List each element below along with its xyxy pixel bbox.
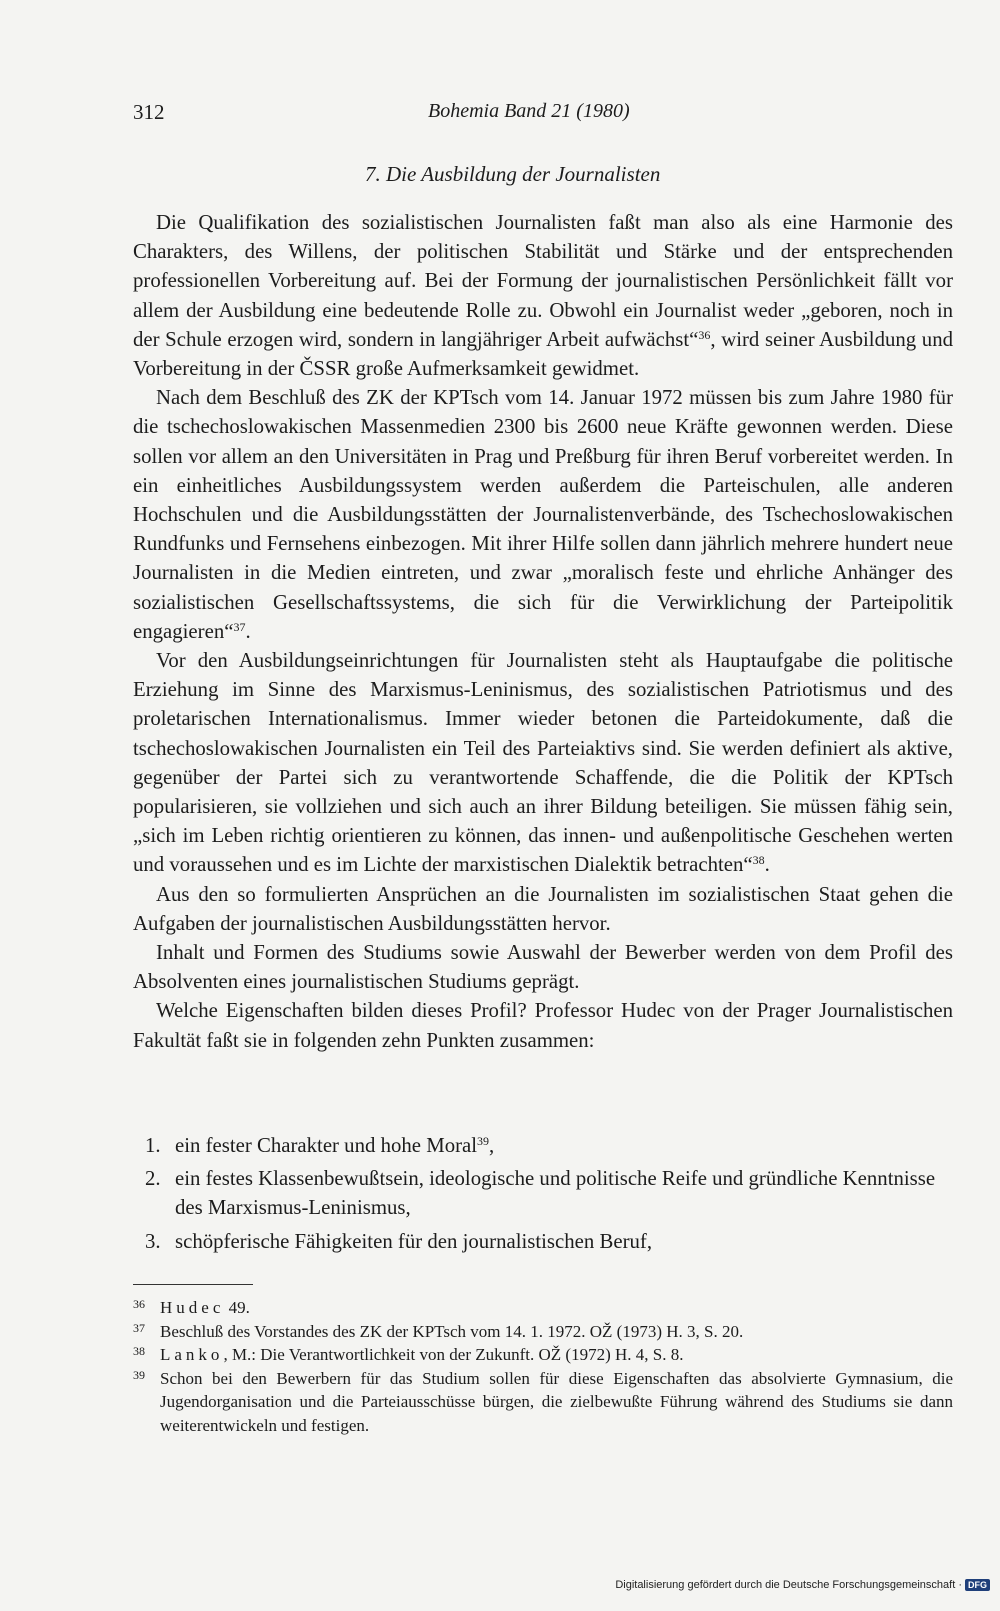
footnote-ref[interactable]: 37 <box>233 619 246 634</box>
dfg-logo: DFG <box>965 1579 990 1591</box>
footnote-ref[interactable]: 38 <box>752 853 765 868</box>
digitization-credit: Digitalisierung gefördert durch die Deutsche Forschungsgemeinschaft · DFG <box>615 1579 990 1591</box>
body-text <box>133 208 953 1055</box>
footnote-separator <box>133 1284 253 1285</box>
footnote-ref[interactable]: 36 <box>698 327 711 342</box>
footnote-ref[interactable]: 39 <box>477 1134 490 1148</box>
page-number: 312 <box>133 100 165 124</box>
paragraph: Welche Eigenschaften bilden dieses Profil? Professor Hudec von der Prager Journalistischen Fakultät faßt sie in folgenden zehn Punkten zusammen: <box>133 999 953 1052</box>
list-item: 3. schöpferische Fähigkeiten für den journalistischen Beruf, <box>145 1229 653 1253</box>
footnote: 36 Hudec 49. <box>133 1297 250 1317</box>
paragraph: Nach dem Beschluß des ZK der KPTsch vom 14. Januar 1972 müssen bis zum Jahre 1980 für die tschechoslowakischen Massenmedien 2300 bis 2600 neue Kräfte gewonnen werden. Diese sollen vor allem an den Universitäten in Prag und Preßburg für ihren Beruf vorbereitet werden. In ein einheitliches Ausbildungssystem werden außerdem die Parteischulen, alle anderen Hochschulen und die Ausbildungsstätten der Journalistenverbände, des Tschechoslowakischen Rundfunks und Fernsehens einbezogen. Mit ihrer Hilfe sollen dann jährlich mehrere hundert neue Journalisten in die Medien eintreten, und zwar „moralisch feste und ehrliche Anhänger des sozialistischen Gesellschaftssystems, die sich für die Verwirklichung der Parteipolitik engagieren“$^{37}$. <box>133 386 953 643</box>
footnote: 39 Schon bei den Bewerbern für das Studium sollen für diese Eigenschaften das absolvierte Gymnasium, die Jugendorganisation und die Parteiausschüsse bürgen, die zielbewußte Führung während des Studiums sie dann weiterentwickeln und festigen. <box>133 1367 953 1435</box>
footnotes <box>133 1296 953 1437</box>
paragraph: Die Qualifikation des sozialistischen Journalisten faßt man also als eine Harmonie des Charakters, des Willens, der politischen Stabilität und Stärke und der entsprechenden professionellen Vorbereitung auf. Bei der Formung der journalistischen Persönlichkeit fällt vor allem der Ausbildung eine bedeutende Rolle zu. Obwohl ein Journalist weder „geboren, noch in der Schule erzogen wird, sondern in langjähriger Arbeit aufwächst“$^{36}$, wird seiner Ausbildung und Vorbereitung in der ČSSR große Aufmerksamkeit gewidmet. <box>133 211 953 381</box>
paragraph: Inhalt und Formen des Studiums sowie Auswahl der Bewerber werden von dem Profil des Absolventen eines journalistischen Studiums geprägt. <box>133 941 953 994</box>
list-item: 1. ein fester Charakter und hohe Moral$^{39}$, <box>145 1134 495 1157</box>
page-header <box>133 100 953 132</box>
footnote: 38 Lanko, M.: Die Verantwortlichkeit von der Zukunft. OŽ (1972) H. 4, S. 8. <box>133 1344 684 1364</box>
profile-points-list <box>133 1131 953 1260</box>
section-title: 7. Die Ausbildung der Journalisten <box>365 162 661 186</box>
paragraph: Vor den Ausbildungseinrichtungen für Journalisten steht als Hauptaufgabe die politische Erziehung im Sinne des Marxismus-Leninismus, des sozialistischen Patriotismus und des proletarischen Internationalismus. Immer wieder betonen die Parteidokumente, daß die tschechoslowakischen Journalisten ein Teil des Parteiaktivs sind. Sie werden definiert als aktive, gegenüber der Partei sich zu verantwortende Schaffende, die die Politik der KPTsch popularisieren, sie vollziehen und sich auch an ihrer Bildung beteiligen. Sie müssen fähig sein, „sich im Leben richtig orientieren zu können, das innen- und außenpolitische Geschehen werten und voraussehen und es im Lichte der marxistischen Dialektik betrachten“$^{38}$. <box>133 649 953 877</box>
paragraph: Aus den so formulierten Ansprüchen an die Journalisten im sozialistischen Staat gehen die Aufgaben der journalistischen Ausbildungsstätten hervor. <box>133 882 953 935</box>
footnote: 37 Beschluß des Vorstandes des ZK der KPTsch vom 14. 1. 1972. OŽ (1973) H. 3, S. 20. <box>133 1320 744 1341</box>
running-head: Bohemia Band 21 (1980) <box>428 100 630 122</box>
list-item: 2. ein festes Klassenbewußtsein, ideologische und politische Reife und gründliche Kenntnisse des Marxismus-Leninismus, <box>145 1167 936 1220</box>
